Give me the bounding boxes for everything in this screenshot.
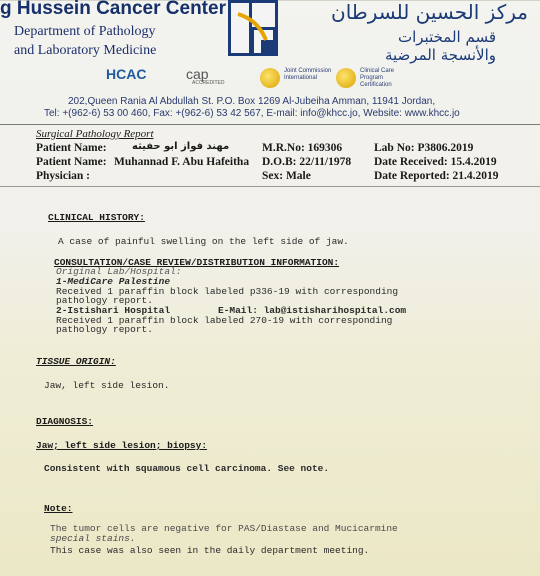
department-arabic-1: قسم المختبرات xyxy=(397,28,496,46)
cap-logo: cap xyxy=(186,66,209,82)
lab-number: Lab No: P3806.2019 xyxy=(374,142,474,154)
jci-seal-icon xyxy=(260,68,280,88)
lab-1-line-1: Received 1 paraffin block labeled p336-19 with corresponding xyxy=(56,286,399,297)
jci-label: Joint Commission International xyxy=(284,68,332,81)
hospital-name-arabic: مركز الحسين للسرطان xyxy=(331,0,528,24)
ccpc-seal-icon xyxy=(336,68,356,88)
note-line-2: special stains. xyxy=(50,533,136,544)
lab-2-line-1: Received 1 paraffin block labeled 270-19 with corresponding xyxy=(56,315,393,326)
date-received: Date Received: 15.4.2019 xyxy=(374,156,497,168)
address: 202,Queen Rania Al Abdullah St. P.O. Box 1269 Al-Jubeiha Amman, 11941 Jordan, xyxy=(68,96,436,107)
lab-1-name: 1-MediCare Palestine xyxy=(56,276,171,287)
department-line-2: and Laboratory Medicine xyxy=(14,43,157,58)
report-title: Surgical Pathology Report xyxy=(36,128,154,140)
lab-2-name: 2-Istishari Hospital xyxy=(56,305,171,316)
note-line-3: This case was also seen in the daily department meeting. xyxy=(50,545,370,556)
patient-name-label: Patient Name: xyxy=(36,156,107,168)
department-arabic-2: والأنسجة المرضية xyxy=(384,46,496,64)
consultation-heading: CONSULTATION/CASE REVIEW/DISTRIBUTION INFORMATION: xyxy=(54,257,340,268)
diagnosis-text: Consistent with squamous cell carcinoma. See note. xyxy=(44,463,330,474)
tissue-origin-heading: TISSUE ORIGIN: xyxy=(36,356,116,367)
note-heading: Note: xyxy=(44,503,73,514)
lab-2-line-2: pathology report. xyxy=(56,324,153,335)
original-lab-label: Original Lab/Hospital: xyxy=(56,266,182,277)
diagnosis-heading: DIAGNOSIS: xyxy=(36,416,94,427)
physician-label: Physician : xyxy=(36,170,90,182)
clinical-history-heading: CLINICAL HISTORY: xyxy=(48,212,145,223)
patient-divider xyxy=(0,186,540,187)
patient-name-label-ar: Patient Name: xyxy=(36,142,107,154)
header-divider xyxy=(0,124,540,125)
tissue-origin-text: Jaw, left side lesion. xyxy=(44,380,170,391)
mr-number: M.R.No: 169306 xyxy=(262,142,343,154)
date-reported: Date Reported: 21.4.2019 xyxy=(374,170,499,182)
sex: Sex: Male xyxy=(262,170,311,182)
lab-1-line-2: pathology report. xyxy=(56,295,153,306)
diagnosis-subheading: Jaw; left side lesion; biopsy: xyxy=(36,440,208,451)
cap-accredited-label: ACCREDITED xyxy=(192,80,225,86)
lab-2-email: E-Mail: lab@istisharihospital.com xyxy=(218,305,407,316)
date-of-birth: D.O.B: 22/11/1978 xyxy=(262,156,352,168)
department-line-1: Department of Pathology xyxy=(14,24,156,39)
contact-info: Tel: +(962-6) 53 00 460, Fax: +(962-6) 53 42 567, E-mail: info@khcc.jo, Website: www.khcc.jo xyxy=(44,108,460,119)
hospital-name: g Hussein Cancer Center xyxy=(0,0,226,19)
hcac-logo: HCAC xyxy=(106,66,147,82)
note-line-1: The tumor cells are negative for PAS/Diastase and Mucicarmine xyxy=(50,523,398,534)
ccpc-label: Clinical Care Program Certification xyxy=(360,68,395,88)
patient-name: Muhannad F. Abu Hafeitha xyxy=(114,156,250,168)
clinical-history-text: A case of painful swelling on the left side of jaw. xyxy=(58,236,349,247)
khcc-logo-icon xyxy=(228,0,278,56)
patient-name-arabic: مهند فواز ابو حفيثه xyxy=(132,141,230,152)
